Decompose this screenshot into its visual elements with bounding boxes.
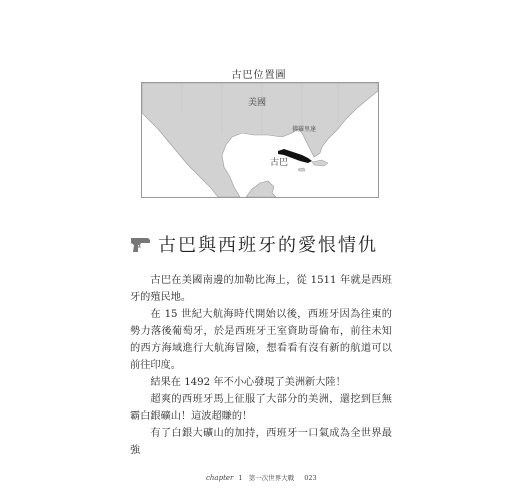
map-caption: 古巴位置圖 (231, 70, 287, 81)
paragraph: 有了白銀大礦山的加持，西班牙一口氣成為全世界最強 (130, 428, 392, 456)
pistol-icon (130, 235, 152, 253)
paragraph: 超爽的西班牙馬上征服了大部分的美洲，還挖到巨無霸白銀礦山！這波超賺的！ (130, 394, 392, 422)
section-heading (130, 232, 430, 256)
section-title: 古巴與西班牙的愛恨情仇 (158, 235, 378, 256)
page-number: 023 (304, 474, 317, 482)
map-label-florida: 佛羅里達 (292, 126, 317, 133)
page-footer (206, 473, 366, 482)
paragraph: 在 15 世紀大航海時代開始以後，西班牙因為往東的勢力落後葡萄牙，於是西班牙王室資助哥倫布，前往未知的西方海域進行大航海冒險，想看看有沒有新的航道可以前往印度。 (130, 309, 392, 371)
chapter-word: chapter (206, 474, 234, 482)
paragraph: 結果在 1492 年不小心發現了美洲新大陸！ (150, 377, 346, 388)
chapter-title: 第一次世界大戰 (248, 474, 295, 482)
map-graphic (142, 83, 378, 197)
map-label-cuba: 古巴 (270, 158, 289, 168)
chapter-number: 1 (238, 474, 243, 482)
map-label-usa: 美國 (248, 98, 267, 108)
body-text (130, 272, 392, 459)
paragraph: 古巴在美國南邊的加勒比海上，從 1511 年就是西班牙的殖民地。 (130, 275, 392, 303)
cuba-location-map (141, 82, 379, 198)
